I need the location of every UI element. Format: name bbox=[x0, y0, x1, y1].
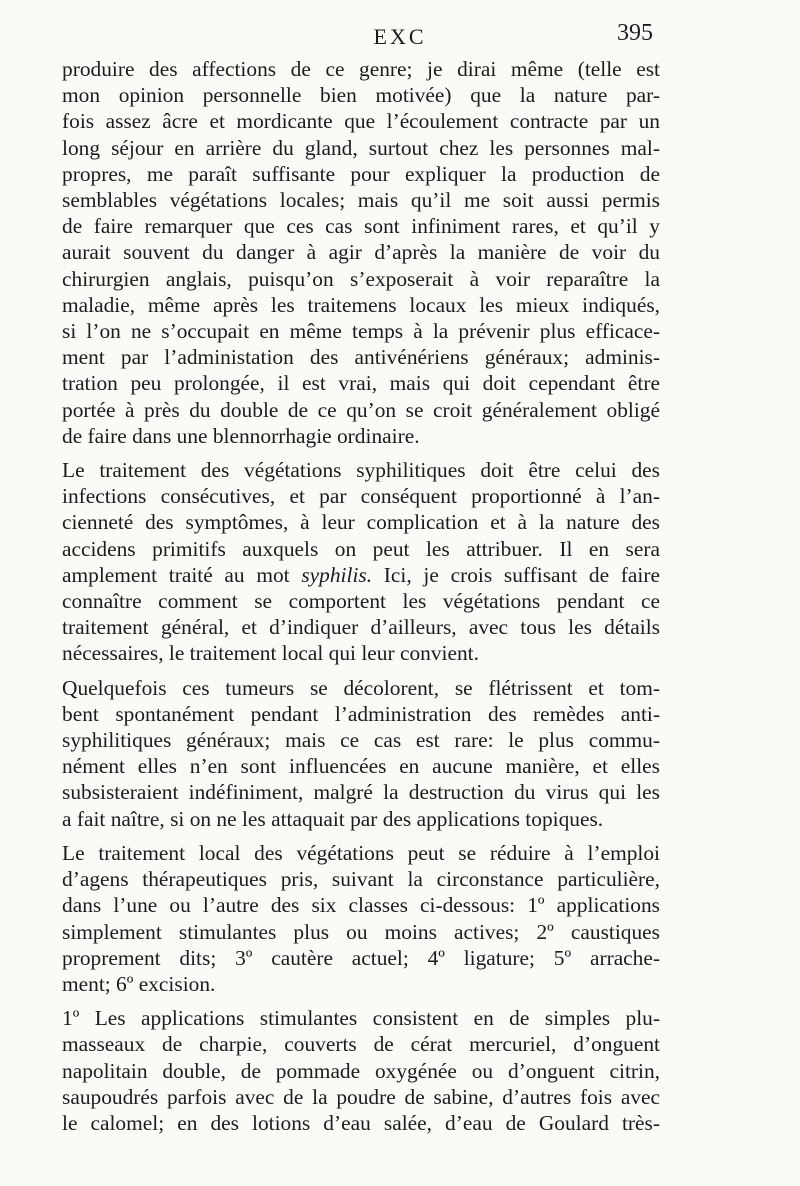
text-line: produire des affections de ce genre; je dirai même (telle est bbox=[62, 57, 660, 81]
text-line: de faire dans une blennorrhagie ordinaire. bbox=[62, 423, 420, 448]
paragraph bbox=[62, 56, 660, 449]
text-line: chirurgien anglais, puisqu’on s’exposerait à voir reparaître la bbox=[62, 266, 660, 291]
paragraph bbox=[62, 840, 660, 997]
text-line: simplement stimulantes plus ou moins actives; 2º caustiques bbox=[62, 919, 660, 944]
text-line: long séjour en arrière du gland, surtout chez les personnes mal- bbox=[62, 135, 660, 160]
text-line: accidens primitifs auxquels on peut les attribuer. Il en sera bbox=[62, 536, 660, 561]
text-line: propres, me paraît suffisante pour expliquer la production de bbox=[62, 161, 660, 186]
text-line: infections consécutives, et par conséquent proportionné à l’an- bbox=[62, 484, 660, 509]
text-line: ment; 6º excision. bbox=[62, 971, 216, 996]
text-line: si l’on ne s’occupait en même temps à la prévenir plus efficace- bbox=[62, 319, 660, 344]
body-text bbox=[62, 56, 660, 1136]
text-line: aurait souvent du danger à agir d’après la manière de voir du bbox=[62, 240, 660, 265]
text-line: mon opinion personnelle bien motivée) que la nature par- bbox=[62, 83, 660, 108]
text-line: maladie, même après les traitemens locaux les mieux indiqués, bbox=[62, 292, 660, 317]
running-head: EXC bbox=[373, 24, 427, 49]
text-line: syphilitiques généraux; mais ce cas est rare: le plus commu- bbox=[62, 728, 660, 753]
text-line: Le traitement local des végétations peut se réduire à l’emploi bbox=[62, 840, 660, 865]
text-line: cienneté des symptômes, à leur complication et à la nature des bbox=[62, 510, 660, 535]
paragraph bbox=[62, 675, 660, 832]
page-number: 395 bbox=[617, 20, 653, 46]
text-line: proprement dits; 3º cautère actuel; 4º ligature; 5º arrache- bbox=[62, 945, 660, 970]
text-line: a fait naître, si on ne les attaquait par des applications topiques. bbox=[62, 806, 604, 831]
text-line: bent spontanément pendant l’administration des remèdes anti- bbox=[62, 701, 660, 726]
text-line: connaître comment se comportent les végétations pendant ce bbox=[62, 589, 660, 614]
text-line: 1º Les applications stimulantes consistent en de simples plu- bbox=[62, 1006, 660, 1031]
text-line: semblables végétations locales; mais qu’il me soit aussi permis bbox=[62, 188, 660, 213]
text-line: saupoudrés parfois avec de la poudre de sabine, d’autres fois avec bbox=[62, 1084, 660, 1109]
italic-term: syphilis. bbox=[301, 562, 373, 587]
text-line: de faire remarquer que ces cas sont infiniment rares, et qu’il y bbox=[62, 214, 660, 239]
text-line: nément elles n’en sont influencées en aucune manière, et elles bbox=[62, 754, 660, 779]
text-line: masseaux de charpie, couverts de cérat mercuriel, d’onguent bbox=[62, 1032, 660, 1057]
text-line: traitement général, et d’indiquer d’ailleurs, avec tous les détails bbox=[62, 615, 660, 640]
text-line: portée à près du double de ce qu’on se croit généralement obligé bbox=[62, 397, 660, 422]
text-line: ment par l’administation des antivénériens généraux; adminis- bbox=[62, 345, 660, 370]
paragraph bbox=[62, 1005, 660, 1136]
text-line: tration peu prolongée, il est vrai, mais qui doit cependant être bbox=[62, 371, 660, 396]
text-line: Quelquefois ces tumeurs se décolorent, se flétrissent et tom- bbox=[62, 675, 660, 700]
text-line: le calomel; en des lotions d’eau salée, d’eau de Goulard très- bbox=[62, 1110, 660, 1135]
text-line: d’agens thérapeutiques pris, suivant la circonstance particulière, bbox=[62, 867, 660, 892]
text-line: Le traitement des végétations syphilitiques doit être celui des bbox=[62, 458, 660, 483]
text-line: napolitain double, de pommade oxygénée ou d’onguent citrin, bbox=[62, 1058, 660, 1083]
text-line: amplement traité au mot syphilis. Ici, je crois suffisant de faire bbox=[62, 562, 660, 587]
text-line: dans l’une ou l’autre des six classes ci-dessous: 1º applications bbox=[62, 893, 660, 918]
text-line: nécessaires, le traitement local qui leur convient. bbox=[62, 641, 479, 666]
text-line: fois assez âcre et mordicante que l’écoulement contracte par un bbox=[62, 109, 660, 134]
text-line: subsisteraient indéfiniment, malgré la destruction du virus qui les bbox=[62, 780, 660, 805]
paragraph bbox=[62, 457, 660, 667]
